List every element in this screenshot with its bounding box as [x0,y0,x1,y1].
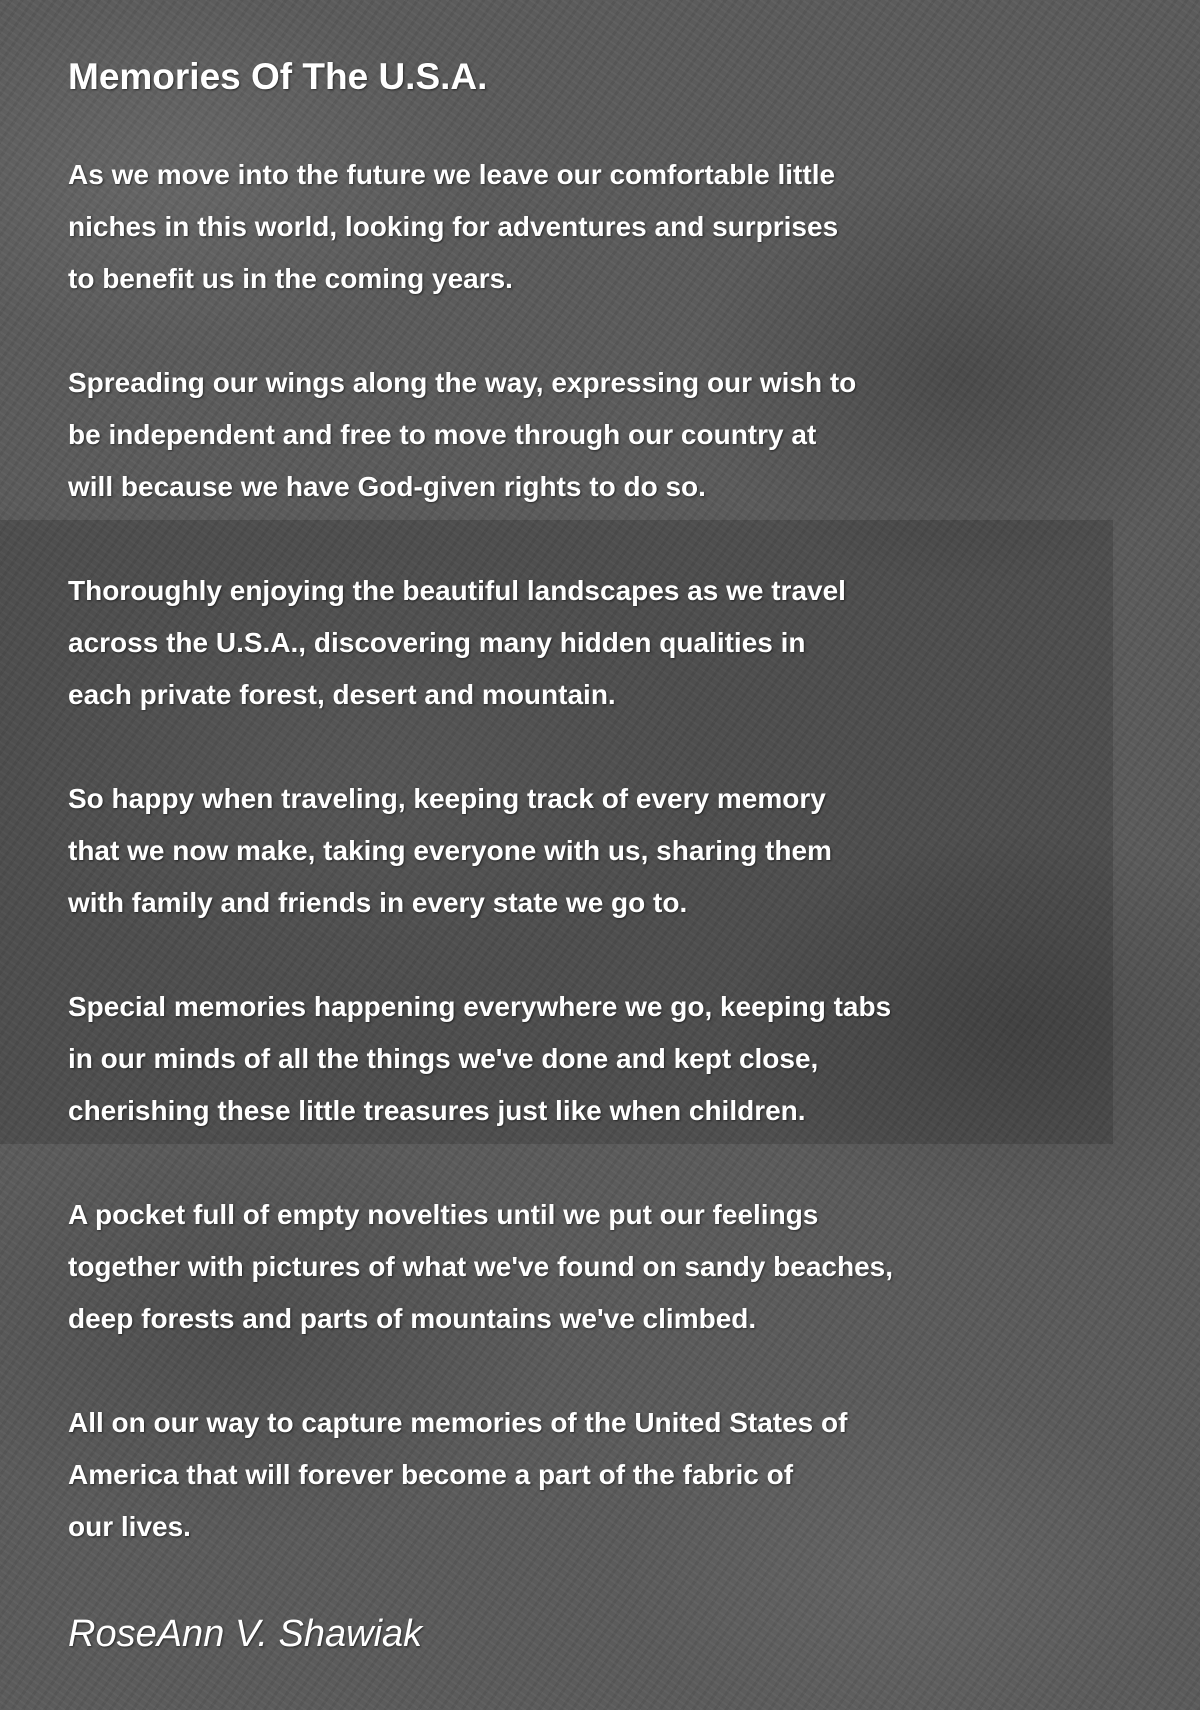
stanza-5 [68,981,891,1137]
stanza-4 [68,773,832,929]
poem-line: across the U.S.A., discovering many hidden qualities in [68,627,806,658]
poem-line: be independent and free to move through our country at [68,419,817,450]
poem-line: Thoroughly enjoying the beautiful landscapes as we travel [68,575,846,606]
poem-line: with family and friends in every state we go to. [68,887,688,918]
stanza-7 [68,1397,847,1553]
poem-line: to benefit us in the coming years. [68,263,513,294]
poem-line: our lives. [68,1511,191,1542]
stanza-2 [68,357,856,513]
poem-line: will because we have God-given rights to do so. [68,471,706,502]
stanza-3 [68,565,846,721]
poem-line: cherishing these little treasures just like when children. [68,1095,806,1126]
poem-line: A pocket full of empty novelties until we put our feelings [68,1199,819,1230]
stanza-1 [68,149,838,305]
poem-line: Special memories happening everywhere we go, keeping tabs [68,991,892,1022]
poem-line: that we now make, taking everyone with us, sharing them [68,835,832,866]
poem-line: All on our way to capture memories of the United States of [68,1407,848,1438]
poem-line: America that will forever become a part of the fabric of [68,1459,794,1490]
poem-line: in our minds of all the things we've done and kept close, [68,1043,819,1074]
poem-line: Spreading our wings along the way, expressing our wish to [68,367,857,398]
poem-line: together with pictures of what we've found on sandy beaches, [68,1251,894,1282]
poem-title: Memories Of The U.S.A. [68,56,488,97]
poem-line: each private forest, desert and mountain. [68,679,616,710]
poem-line: So happy when traveling, keeping track of every memory [68,783,826,814]
stanza-6 [68,1189,893,1345]
poem-line: As we move into the future we leave our comfortable little [68,159,836,190]
poem-line: niches in this world, looking for adventures and surprises [68,211,839,242]
poem-author: RoseAnn V. Shawiak [68,1613,423,1655]
poem-line: deep forests and parts of mountains we've climbed. [68,1303,757,1334]
